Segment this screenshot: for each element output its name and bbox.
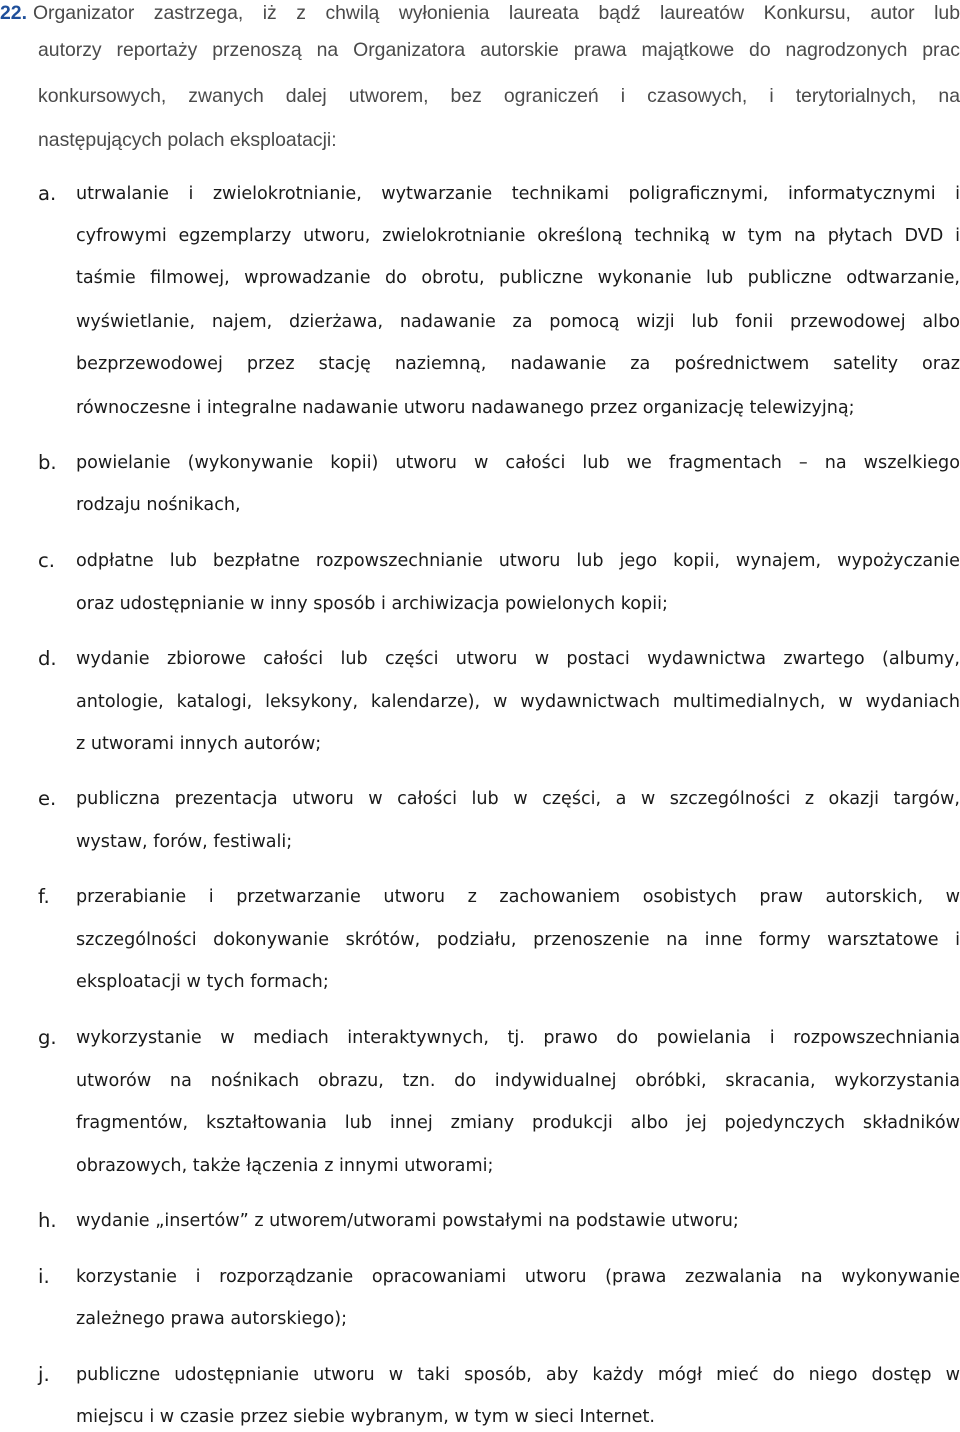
list-item-line: odpłatne lub bezpłatne rozpowszechnianie utworu lub jego kopii, wynajem, wypożyczanie <box>76 551 960 571</box>
list-item-marker: d. <box>38 647 57 670</box>
list-item-line: utrwalanie i zwielokrotnianie, wytwarzanie technikami poligraficznymi, informatycznymi i <box>76 184 960 204</box>
list-item-line: antologie, katalogi, leksykony, kalendarze), w wydawnictwach multimedialnych, w wydaniach <box>76 692 960 712</box>
list-item-line: wystaw, forów, festiwali; <box>76 832 293 852</box>
list-item-marker: i. <box>38 1265 50 1288</box>
list-item-marker: f. <box>38 885 50 908</box>
list-item-marker: b. <box>38 451 57 474</box>
list-item-line: publiczne udostępnianie utworu w taki sposób, aby każdy mógł mieć do niego dostęp w <box>76 1365 960 1385</box>
list-item-line: korzystanie i rozporządzanie opracowaniami utworu (prawa zezwalania na wykonywanie <box>76 1267 960 1287</box>
section-number: 22. <box>0 2 27 24</box>
list-item-line: taśmie filmowej, wprowadzanie do obrotu, publiczne wykonanie lub publiczne odtwarzanie, <box>76 268 960 288</box>
list-item-line: z utworami innych autorów; <box>76 734 322 754</box>
list-item-marker: e. <box>38 787 57 810</box>
list-item-marker: a. <box>38 182 57 205</box>
list-item-line: publiczna prezentacja utworu w całości lub w części, a w szczególności z okazji targów, <box>76 789 960 809</box>
list-item-line: utworów na nośnikach obrazu, tzn. do indywidualnej obróbki, skracania, wykorzystania <box>76 1071 960 1091</box>
list-item-marker: h. <box>38 1209 57 1232</box>
list-item-marker: j. <box>38 1363 50 1386</box>
list-item-line: wykorzystanie w mediach interaktywnych, tj. prawo do powielania i rozpowszechniania <box>76 1028 960 1048</box>
list-item-line: oraz udostępnianie w inny sposób i archiwizacja powielonych kopii; <box>76 594 668 614</box>
list-item-line: wydanie „insertów” z utworem/utworami powstałymi na podstawie utworu; <box>76 1211 739 1231</box>
section-line: konkursowych, zwanych dalej utworem, bez ograniczeń i czasowych, i terytorialnych, na <box>38 85 960 107</box>
list-item-line: rodzaju nośnikach, <box>76 495 241 515</box>
section-line <box>0 0 960 26</box>
list-item-line: miejscu i w czasie przez siebie wybranym, w tym w sieci Internet. <box>76 1407 655 1427</box>
list-item-line: równoczesne i integralne nadawanie utworu nadawanego przez organizację telewizyjną; <box>76 398 855 418</box>
list-item-line: powielanie (wykonywanie kopii) utworu w całości lub we fragmentach – na wszelkiego <box>76 453 960 473</box>
list-item-line: eksploatacji w tych formach; <box>76 972 329 992</box>
list-item-line: obrazowych, także łączenia z innymi utworami; <box>76 1156 494 1176</box>
list-item-marker: c. <box>38 549 56 572</box>
list-item-line: cyfrowymi egzemplarzy utworu, zwielokrotnianie określoną techniką w tym na płytach DVD i <box>76 226 960 246</box>
list-item-line: fragmentów, kształtowania lub innej zmiany produkcji albo jej pojedynczych składników <box>76 1113 960 1133</box>
list-item-line: szczególności dokonywanie skrótów, podziału, przenoszenie na inne formy warsztatowe i <box>76 930 960 950</box>
list-item-line: wydanie zbiorowe całości lub części utworu w postaci wydawnictwa zwartego (albumy, <box>76 649 960 669</box>
list-item-line: przerabianie i przetwarzanie utworu z zachowaniem osobistych praw autorskich, w <box>76 887 960 907</box>
list-item-marker: g. <box>38 1026 57 1049</box>
section-line-text: Organizator zastrzega, iż z chwilą wyłonienia laureata bądź laureatów Konkursu, autor lub <box>32 2 960 24</box>
list-item-line: wyświetlanie, najem, dzierżawa, nadawanie za pomocą wizji lub fonii przewodowej albo <box>76 312 960 332</box>
section-line: następujących polach eksploatacji: <box>38 129 337 151</box>
list-item-line: zależnego prawa autorskiego); <box>76 1309 348 1329</box>
list-item-line: bezprzewodowej przez stację naziemną, nadawanie za pośrednictwem satelity oraz <box>76 354 960 374</box>
section-line: autorzy reportaży przenoszą na Organizatora autorskie prawa majątkowe do nagrodzonych prac <box>38 39 960 61</box>
